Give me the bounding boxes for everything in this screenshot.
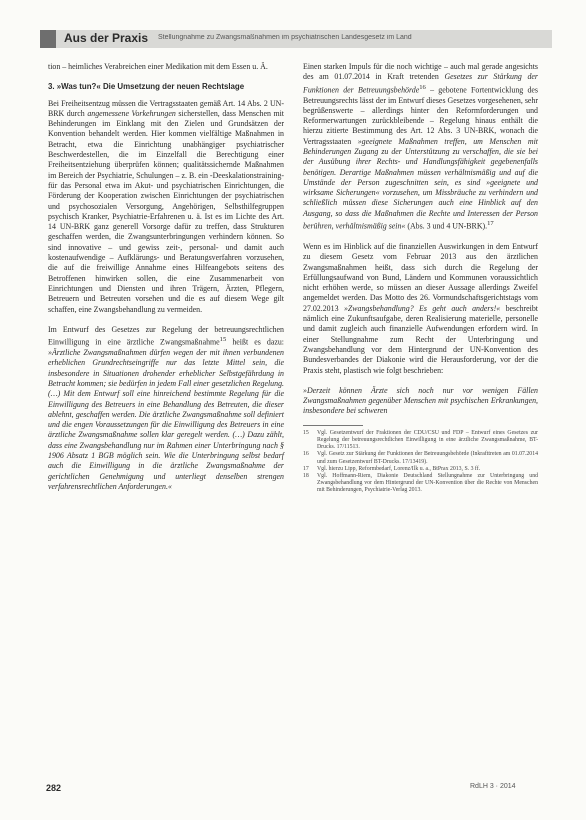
footnote [303,473,538,495]
paragraph-1-start: Bei Freiheitsentzug müssen die Vertragsstaaten gemäß Art. 14 Abs. 2 UN-BRK durch [48,98,284,118]
paragraph-2 [48,325,284,492]
paragraph-1-rest: sicherstellen, dass Menschen mit Behinderungen im Einklang mit den Zielen und Grundsätzen der Konvention behandelt werden. Hier kommen vielfältige Maßnahmen in Betracht, etwa die Einrichtung unabhängiger psychiatrischer Beschwerdestellen, die im Einzelfall die Berechtigung einer Freiheitsentziehung überprüfen können; qualitätssichernde Maßnahmen im Bereich der Psychiatrie, Schulungen – z. B. ein -Deeskalationstraining- für das Personal etwa im Akut- und psychiatrischen Einrichtungen, die Förderung der Kooperation zwischen Einrichtungen der psychiatrischen und psychosozialen Versorgung, Angehörigen, Selbsthilfegruppen psychisch Kranker, Psychiatrie-Erfahrenen u. ä. Ist es im Lichte des Art. 14 UN-BRK ganz generell Vorsorge dafür zu treffen, dass Strukturen geschaffen werden, die Zwangsunterbringungen verhindern können. So sind innovative – und gewiss zeit-, personal- und damit auch kostenaufwendige – Aufklärungs- und Beratungsverfahren vorzusehen, die auf die freiwillige Annahme eines Hilfeangebots seitens des Betroffenen hinwirken sollen, die eine Zusammenarbeit von Einrichtungen und Diensten und ihren Trägern, Ärzten, Pflegern, Betreuern und Betreuten vorsehen und die es auf diesem Wege gilt schaffen, eine Zwangsbehandlung zu vermeiden. [48,108,284,314]
article-subtitle: Stellungnahme zu Zwangsmaßnahmen im psychiatrischen Landesgesetz im Land [158,34,412,41]
footnote-text: Vgl. Hoffmann-Riem, Diakonie Deutschland Stellungnahme zur Unterbringung und Zwangsbehandlung vor dem Hintergrund der UN-Konvention über die Rechte von Menschen mit Behinderungen, Psychiatrie-Verlag 2013. [317,472,538,494]
footnote-rule [303,425,363,426]
section-heading: 3. »Was tun?« Die Umsetzung der neuen Rechtslage [48,82,245,92]
footnote-number: 15 [303,429,309,436]
paragraph-4-rest: beschreibt nämlich eine Zukunftsaufgabe, deren Realisierung materielle, personelle und damit zugleich auch finanzielle Aufwendungen erfordern wird. In einer Stellungnahme zum Recht der Unterbringung und Zwangsbehandlung vor dem Hintergrund der UN-Konvention des Bundesverbandes der Diakonie wird die Herausforderung, vor der die Praxis steht, plastisch wie folgt beschrieben: [303,303,538,375]
footnote-ref-15: 15 [219,336,227,344]
paragraph-4-italic: »Zwangsbehandlung? Es geht auch anders!« [343,303,501,313]
paragraph-1-italic: angemessene Vorkehrungen [87,108,176,118]
paragraph-3-italic-2: »geeignete Maßnahmen treffen, um Menschen mit Behinderungen Zugang zu der Unterstützung zu verschaffen, die sie bei der Ausübung ihrer Rechts- und Handlungsfähigkeit gegebenenfalls benötigen. Derartige Maßnahmen müssen verhältnismäßig und auf die Umstände der Person zugeschnitten sein, es sind »geeignete und wirksame Sicherungen« vorzusehen, um Missbräuche zu verhindern und schließlich müssen diese Sicherungen auch eine Hinblick auf den Ausgang, so dass die Maßnahmen die Rechte und Interessen der Person berühren, verhältnismäßig sein« [303,136,538,231]
header-marker [40,30,56,48]
paragraph-1 [48,99,284,315]
running-header [40,30,552,48]
paragraph-3-end: (Abs. 3 und 4 UN-BRK). [405,221,488,231]
paragraph-4-start: Wenn es im Hinblick auf die finanziellen Auswirkungen in dem Entwurf zu diesem Gesetz vom Februar 2013 aus den ärztlichen Zwangsmaßnahmen heißt, dass sich durch die Regelung der Erfüllungsaufwand von Bund, Ländern und Kommunen voraussichtlich nicht erhöhen werde, so müssen an dieser Aussage allerdings Zweifel angemeldet werden. Das Motto des 26. Vormundschaftsgerichtstags vom 27.02.2013 [303,242,538,313]
left-column [48,62,284,492]
paragraph-2-start: Im Entwurf des Gesetzes zur Regelung der betreuungsrechtlichen Einwilligung in eine ärztliche Zwangsmaßnahme [48,324,284,347]
footnote-ref-16: 16 [419,83,426,91]
footnote-ref-17: 17 [487,220,494,228]
footnote-number: 16 [303,451,309,458]
block-quote: »Derzeit können Ärzte sich noch nur vor wenigen Fällen Zwangsmaßnahmen gegenüber Menschen mit psychischen Erkrankungen, insbesondere bei schweren [303,385,538,416]
footnote-text: Vgl. hierzu Lipp, Reformbedarf, Lorenz/Ilk u. a., BtPrax 2013, S. 3 ff. [317,465,481,472]
section-title: Aus der Praxis [64,31,149,45]
footnote-text: Vgl. Gesetz zur Stärkung der Funktionen der Betreuungsbehörde (Inkrafttreten am 01.07.2014 und zum Gesetzentwurf BT-Drucks. 17/13419). [317,451,538,465]
footnote-number: 18 [303,472,309,479]
footnote-number: 17 [303,465,309,472]
footnote [303,430,538,452]
intro-text: tion – heimliches Verabreichen einer Medikation mit dem Essen u. Ä. [48,62,268,71]
paragraph-2-quote: »Ärztliche Zwangsmaßnahmen dürfen wegen der mit ihnen verbundenen erheblichen Grundrechtseingriffe nur das letzte Mittel sein, die insbesondere in Situationen drohender erheblicher Selbstgefährdung in Betracht kommen; sie bedürfen in jedem Fall einer gesetzlichen Regelung. (…) Mit dem Entwurf soll eine hinreichend bestimmte Regelung für die Einwilligung des Betreuers in eine Behandlung des Betreuten, die dieser ablehnt, geschaffen werden. Die ärztliche Zwangsmaßnahme soll definiert und die engen Voraussetzungen für die Einwilligung des Betreuers in eine ärztliche Zwangsmaßnahme sollen klar geregelt werden. (…) Dazu zählt, dass eine Zwangsbehandlung nur im Rahmen einer Unterbringung nach § 1906 Absatz 1 BGB möglich sein. Wie die Unterbringung selbst bedarf auch die Einwilligung in die ärztliche Zwangsmaßnahme der gerichtlichen Genehmigung und unterliegt denselben strengen verfahrensrechtlichen Anforderungen.« [48,348,284,491]
footnote [303,451,538,465]
paragraph-3 [303,62,538,232]
footnote-text: Vgl. Gesetzentwurf der Fraktionen der CDU/CSU und FDP – Entwurf eines Gesetzes zur Regelung der betreuungsrechtlichen Einwilligung in eine ärztliche Zwangsmaßnahme, BT-Drucks. 17/11513. [317,429,538,451]
paragraph-3-italic-1: Gesetzes zur Stärkung der Funktionen der Betreuungsbehörde [303,72,538,95]
paragraph-3-mid: – gebotene Fortentwicklung des Betreuungsrechts lässt der im Entwurf dieses Gesetzes vorgesehenen, sehr begrüßenswerte – allerdings hinter den Reformforderungen und Reformerwartungen zurückbleibende – Regelung hinaus enthält die hierzu zitierte Bestimmung des Art. 12 Abs. 3 UN-BRK, wonach die Vertragsstaaten [303,85,538,146]
paragraph-2-mid: heißt es dazu: [226,337,285,347]
paragraph-4 [303,242,538,376]
right-column [303,62,538,495]
journal-issue: RdLH 3 · 2014 [470,783,516,790]
paragraph-3-start: Einen starken Impuls für die noch wichtige – auch mal gerade angesichts des am 01.07.2014 in Kraft tretenden [303,62,538,82]
page-number: 282 [46,783,62,793]
footnote [303,466,538,473]
